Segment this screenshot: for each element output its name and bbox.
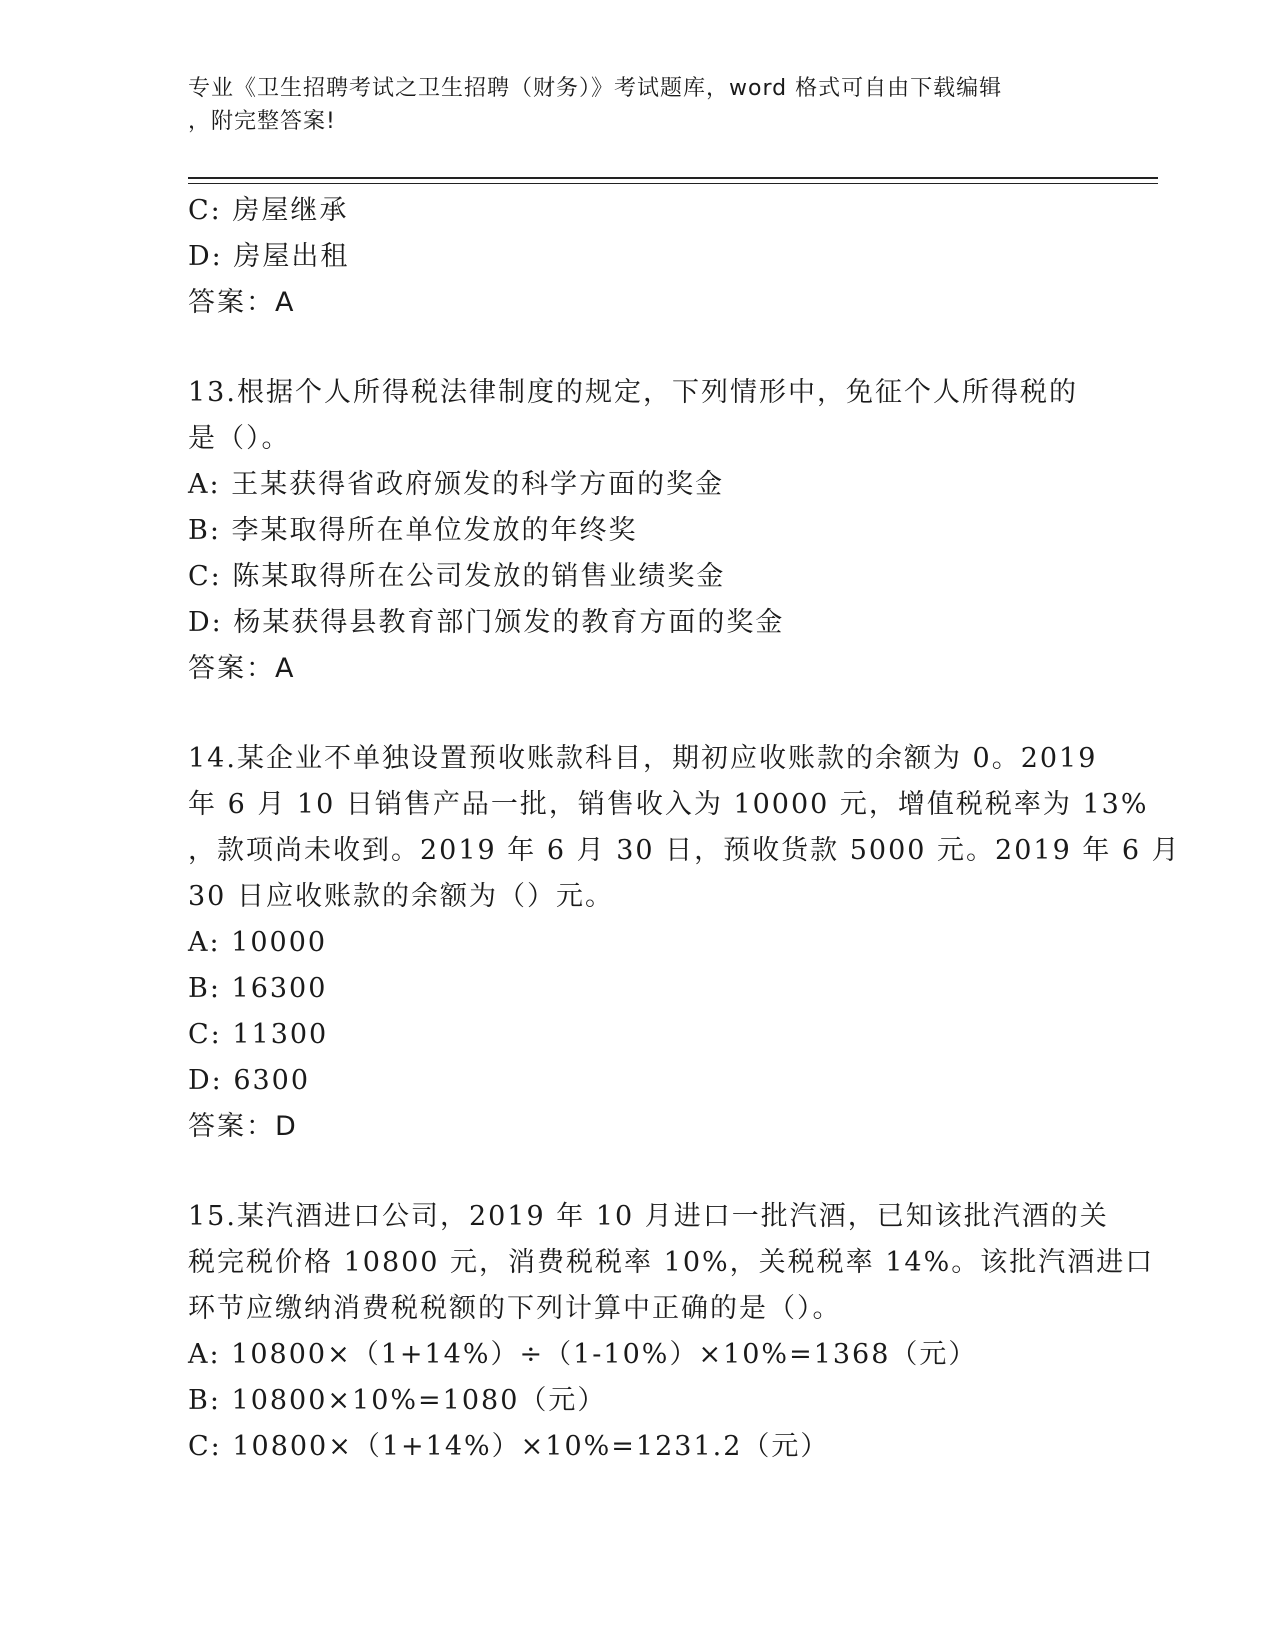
question-14 — [188, 736, 1181, 1150]
option-a: A: 王某获得省政府颁发的科学方面的奖金 — [188, 469, 725, 500]
option-b: B: 李某取得所在单位发放的年终奖 — [188, 515, 638, 546]
question-12-tail — [188, 188, 1088, 326]
option-c: C: 10800×（1+14%）×10%=1231.2（元） — [188, 1431, 830, 1462]
option-c: C: 11300 — [188, 1019, 329, 1050]
question-stem-line: 30 日应收账款的余额为（）元。 — [188, 881, 614, 912]
option-a: A: 10000 — [188, 927, 328, 958]
answer-line: 答案：A — [188, 287, 296, 318]
question-stem-line: 14.某企业不单独设置预收账款科目，期初应收账款的余额为 0。2019 — [188, 743, 1098, 774]
document-body — [188, 188, 1181, 1470]
option-d: D: 房屋出租 — [188, 241, 350, 272]
spacer — [188, 1150, 1088, 1194]
question-stem-line: 环节应缴纳消费税税额的下列计算中正确的是（）。 — [188, 1293, 842, 1324]
option-b: B: 16300 — [188, 973, 328, 1004]
question-stem-line: ，款项尚未收到。2019 年 6 月 30 日，预收货款 5000 元。2019 年 6 月 — [188, 835, 1181, 866]
answer-line: 答案：D — [188, 1111, 298, 1142]
header-divider-thick — [188, 177, 1158, 179]
option-d: D: 杨某获得县教育部门颁发的教育方面的奖金 — [188, 607, 785, 638]
option-c: C: 房屋继承 — [188, 195, 349, 226]
option-c: C: 陈某取得所在公司发放的销售业绩奖金 — [188, 561, 726, 592]
header-line-1: 专业《卫生招聘考试之卫生招聘（财务）》考试题库，word 格式可自由下载编辑 — [188, 76, 1003, 101]
header-line-2: ，附完整答案! — [188, 109, 336, 134]
option-b: B: 10800×10%=1080（元） — [188, 1385, 607, 1416]
header-divider-thin — [188, 183, 1158, 184]
question-stem-line: 15.某汽酒进口公司，2019 年 10 月进口一批汽酒，已知该批汽酒的关 — [188, 1201, 1109, 1232]
question-13 — [188, 370, 1088, 692]
question-stem-line: 年 6 月 10 日销售产品一批，销售收入为 10000 元，增值税税率为 13% — [188, 789, 1149, 820]
question-15 — [188, 1194, 1155, 1470]
spacer — [188, 692, 1088, 736]
question-stem-line: 13.根据个人所得税法律制度的规定，下列情形中，免征个人所得税的 — [188, 377, 1078, 408]
question-stem-line: 是（）。 — [188, 423, 291, 454]
document-header — [188, 72, 1088, 138]
question-stem-line: 税完税价格 10800 元，消费税税率 10%，关税税率 14%。该批汽酒进口 — [188, 1247, 1155, 1278]
option-d: D: 6300 — [188, 1065, 311, 1096]
answer-line: 答案：A — [188, 653, 296, 684]
spacer — [188, 326, 1088, 370]
option-a: A: 10800×（1+14%）÷（1-10%）×10%=1368（元） — [188, 1339, 978, 1370]
